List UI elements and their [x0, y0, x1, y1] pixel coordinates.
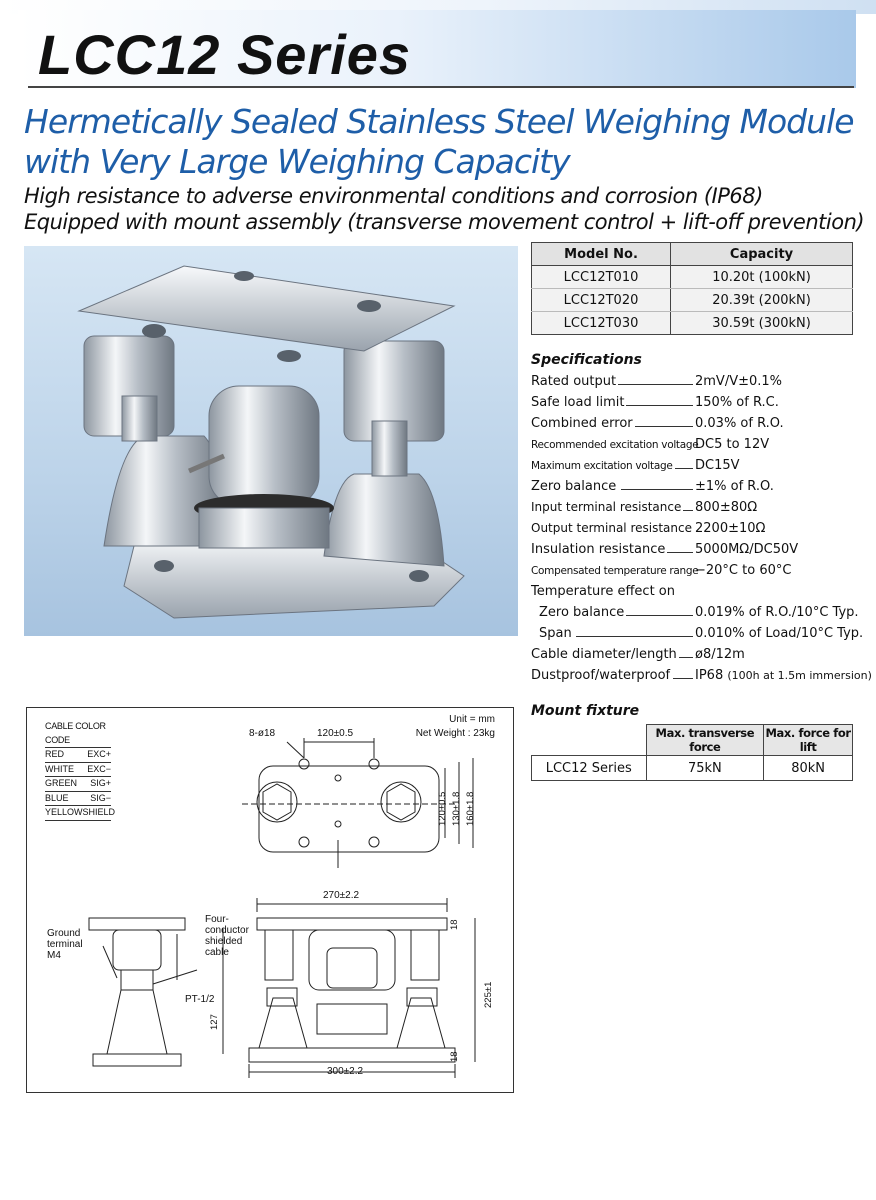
spec-row [531, 605, 871, 625]
page-title: LCC12 Series [38, 23, 412, 86]
ground-terminal-line: M4 [47, 950, 61, 961]
spec-label: Combined error [531, 416, 633, 431]
color-name: RED [45, 749, 65, 759]
side-height-dim: 127 [209, 1014, 220, 1030]
leader-line [621, 489, 693, 490]
spec-label: Input terminal resistance [531, 500, 682, 514]
holes-dim: 8-ø18 [249, 728, 276, 739]
title-rule [28, 86, 854, 88]
table-row [532, 289, 853, 312]
spec-value: 5000MΩ/DC50V [695, 542, 799, 557]
model-table [531, 242, 853, 335]
spec-label: Zero balance [539, 605, 625, 620]
cable-label-line: cable [205, 947, 229, 958]
specifications-heading: Specifications [531, 352, 642, 368]
spec-value: 0.010% of Load/10°C Typ. [695, 626, 864, 641]
net-weight-label: Net Weight : 23kg [415, 728, 495, 739]
spec-value: DC5 to 12V [695, 437, 770, 452]
color-signal: SIG− [90, 792, 111, 803]
color-name: YELLOW [45, 807, 83, 817]
leader-line [666, 552, 693, 553]
spec-label: Compensated temperature range [531, 565, 699, 577]
vertical-dim-2: 130±1.8 [451, 791, 462, 826]
spec-row [531, 395, 871, 415]
capacity-cell: 30.59t (300kN) [671, 312, 853, 335]
spec-row [531, 479, 871, 499]
model-no-header: Model No. [532, 243, 671, 266]
top-thickness-dim: 18 [449, 919, 460, 930]
color-signal: SHIELD [82, 807, 116, 817]
spec-value: 2mV/V±0.1% [695, 374, 783, 389]
spec-label: Cable diameter/length [531, 647, 677, 662]
spec-row [531, 458, 871, 478]
spec-row [531, 437, 871, 457]
spec-value: 800±80Ω [695, 500, 758, 515]
height-dim: 225±1 [483, 981, 494, 1008]
cable-label-line: Four- [205, 914, 229, 925]
spec-row [531, 668, 871, 688]
blank-header [532, 725, 647, 756]
subtitle-line-2: Equipped with mount assembly (transverse movement control + lift-off prevention) [24, 210, 865, 234]
capacity-cell: 10.20t (100kN) [671, 266, 853, 289]
headline-line-2: with Very Large Weighing Capacity [24, 142, 570, 181]
leader-line [621, 405, 693, 406]
spec-value-main: IP68 [695, 668, 724, 683]
subtitle-line-1: High resistance to adverse environmental conditions and corrosion (IP68) [24, 184, 763, 208]
headline [24, 102, 854, 182]
color-signal: SIG+ [90, 778, 111, 788]
table-row [532, 266, 853, 289]
spec-value: 0.03% of R.O. [695, 416, 784, 431]
top-width-dim: 270±2.2 [323, 890, 360, 901]
spec-label: Dustproof/waterproof [531, 668, 671, 683]
capacity-cell: 20.39t (200kN) [671, 289, 853, 312]
ground-terminal-label [47, 928, 83, 961]
table-row [532, 756, 853, 781]
dimension-drawing [26, 707, 514, 1093]
spec-label: Insulation resistance [531, 542, 666, 557]
capacity-header: Capacity [671, 243, 853, 266]
lift-force-header: Max. force for lift [765, 726, 851, 754]
lift-force-cell: 80kN [764, 756, 853, 781]
bottom-width-dim: 300±2.2 [327, 1066, 364, 1077]
spec-label: Output terminal resistance [531, 521, 692, 535]
transverse-force-cell: 75kN [646, 756, 764, 781]
leader-line [673, 678, 693, 679]
spec-value: ±1% of R.O. [695, 479, 774, 494]
model-cell: LCC12T010 [532, 266, 671, 289]
cable-label [205, 914, 249, 958]
spec-value: 2200±10Ω [695, 521, 766, 536]
product-photo [24, 246, 518, 636]
spec-value: 150% of R.C. [695, 395, 779, 410]
leader-line [611, 384, 693, 385]
spec-row [531, 521, 871, 541]
unit-label: Unit = mm [449, 714, 495, 725]
spec-label: Maximum excitation voltage [531, 460, 673, 472]
table-row [532, 312, 853, 335]
model-cell: LCC12T020 [532, 289, 671, 312]
spec-row [531, 647, 871, 667]
leader-line [626, 615, 693, 616]
leader-line [631, 426, 693, 427]
spec-row [531, 563, 871, 583]
spec-value-note: (100h at 1.5m immersion) [727, 669, 872, 682]
spec-row [531, 626, 871, 646]
model-cell: LCC12T030 [532, 312, 671, 335]
ground-terminal-line: Ground [47, 928, 81, 939]
pitch-dim: 120±0.5 [317, 728, 354, 739]
cable-color-code-heading: CABLE COLOR CODE [45, 720, 111, 748]
spec-label: Temperature effect on [531, 584, 676, 599]
color-signal: EXC− [87, 763, 111, 774]
transverse-force-header: Max. transverse force [646, 725, 764, 756]
spec-label: Safe load limit [531, 395, 625, 410]
bottom-thickness-dim: 18 [449, 1051, 460, 1062]
mount-fixture-table [531, 724, 853, 781]
ground-terminal-line: terminal [47, 939, 83, 950]
spec-value: −20°C to 60°C [695, 563, 792, 578]
cable-label-line: conductor [205, 925, 249, 936]
spec-row [531, 374, 871, 394]
spec-row [531, 542, 871, 562]
color-name: GREEN [45, 778, 78, 788]
technical-drawing-lines [27, 708, 513, 1092]
weighing-module-illustration [24, 246, 518, 636]
thread-dim: PT-1/2 [185, 994, 215, 1005]
headline-line-1: Hermetically Sealed Stainless Steel Weighing Module [24, 102, 854, 141]
spec-value [695, 668, 872, 683]
mount-fixture-heading: Mount fixture [531, 703, 640, 719]
cable-label-line: shielded [205, 936, 243, 947]
spec-value: 0.019% of R.O./10°C Typ. [695, 605, 859, 620]
color-name: WHITE [45, 763, 74, 774]
spec-label: Rated output [531, 374, 617, 389]
color-signal: EXC+ [87, 749, 111, 759]
vertical-dim-1: 120±0.5 [437, 791, 448, 826]
spec-row [531, 584, 871, 604]
series-cell: LCC12 Series [532, 756, 647, 781]
vertical-dim-3: 160±1.8 [465, 791, 476, 826]
spec-label: Span [539, 626, 572, 641]
spec-row [531, 416, 871, 436]
leader-line [576, 636, 693, 637]
spec-value: ø8/12m [695, 647, 745, 662]
spec-label: Recommended excitation voltage [531, 439, 699, 451]
color-name: BLUE [45, 792, 69, 803]
spec-row [531, 500, 871, 520]
spec-value: DC15V [695, 458, 740, 473]
spec-label: Zero balance [531, 479, 617, 494]
